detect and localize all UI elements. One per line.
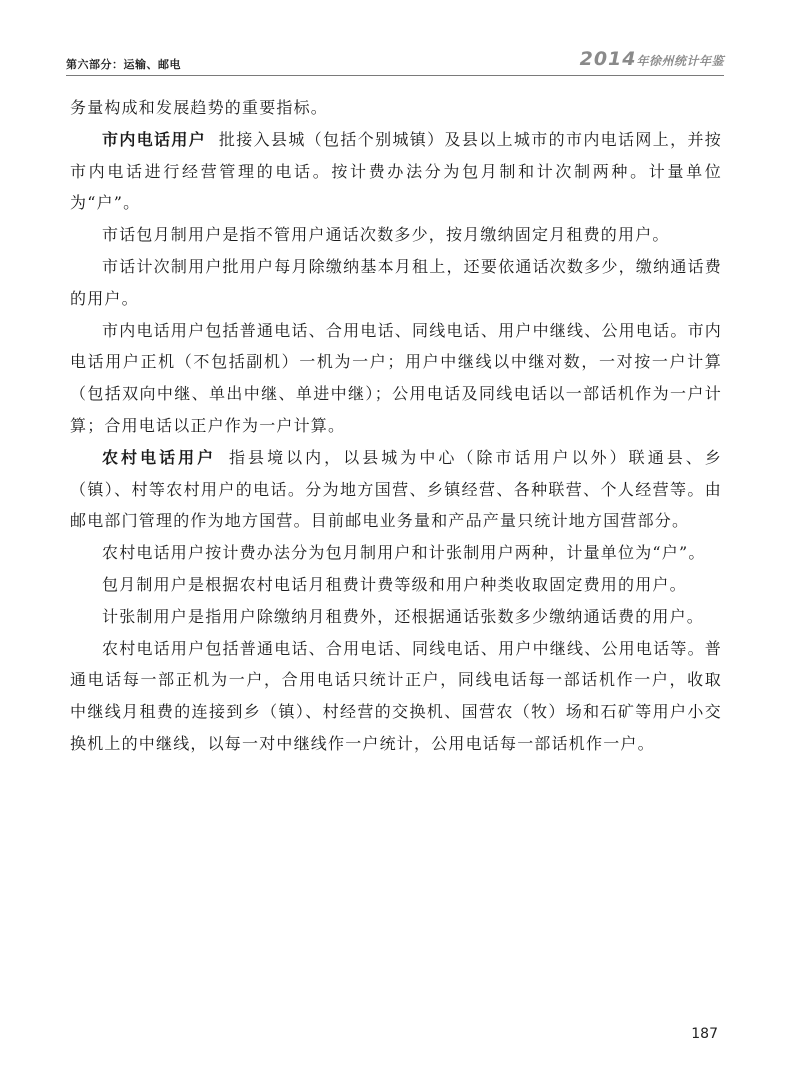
paragraph: [70, 219, 722, 251]
paragraph-text: 农村电话用户包括普通电话、合用电话、同线电话、用户中继线、公用电话等。普通电话每一部正机为一户，合用电话只统计正户，同线电话每一部话机作一户，收取中继线月租费的连接到乡（镇）、村经营的交换机、国营农（牧）场和石矿等用户小交换机上的中继线，以每一对中继线作一户统计，公用电话每一部话机作一户。: [70, 638, 722, 753]
paragraph: [70, 633, 722, 760]
paragraph: [70, 315, 722, 442]
paragraph-text: 包月制用户是根据农村电话月租费计费等级和用户种类收取固定费用的用户。: [102, 574, 687, 594]
term-heading: 农村电话用户: [102, 447, 217, 467]
paragraph-text: 批接入县城（包括个别城镇）及县以上城市的市内电话网上，并按市内电话进行经营管理的电话。按计费办法分为包月制和计次制两种。计量单位为“户”。: [70, 129, 722, 213]
section-title: 第六部分：运输、邮电: [66, 58, 181, 71]
yearbook-title: [580, 48, 724, 70]
paragraph-text: 务量构成和发展趋势的重要指标。: [70, 98, 329, 117]
paragraph: [70, 251, 722, 315]
paragraph-text: 农村电话用户按计费办法分为包月制用户和计张制用户两种，计量单位为“户”。: [102, 543, 706, 563]
term-heading: 市内电话用户: [102, 129, 207, 149]
paragraph: [70, 124, 722, 219]
paragraph: [70, 601, 722, 633]
header-rule: [66, 75, 724, 76]
paragraph: [70, 92, 722, 124]
paragraph-text: 计张制用户是指用户除缴纳月租费外，还根据通话张数多少缴纳通话费的用户。: [102, 606, 705, 626]
paragraph: [70, 569, 722, 601]
yearbook-name: 年徐州统计年鉴: [636, 54, 724, 68]
paragraph-text: 指县境以内，以县城为中心（除市话用户以外）联通县、乡（镇）、村等农村用户的电话。分为地方国营、乡镇经营、各种联营、个人经营等。由邮电部门管理的作为地方国营。目前邮电业务量和产品产量只统计地方国营部分。: [70, 447, 723, 531]
paragraph-text: 市话计次制用户批用户每月除缴纳基本月租上，还要依通话次数多少，缴纳通话费的用户。: [70, 256, 722, 308]
page-header: [66, 48, 724, 74]
page-number: 187: [691, 1026, 718, 1042]
yearbook-year: 2014: [579, 48, 637, 70]
paragraph-text: 市话包月制用户是指不管用户通话次数多少，按月缴纳固定月租费的用户。: [102, 225, 670, 245]
paragraph: [70, 442, 722, 537]
body-text: [70, 92, 722, 760]
paragraph-text: 市内电话用户包括普通电话、合用电话、同线电话、用户中继线、公用电话。市内电话用户正机（不包括副机）一机为一户；用户中继线以中继对数，一对按一户计算（包括双向中继、单出中继、单进中继）；公用电话及同线电话以一部话机作为一户计算；合用电话以正户作为一户计算。: [70, 320, 722, 435]
paragraph: [70, 537, 722, 569]
